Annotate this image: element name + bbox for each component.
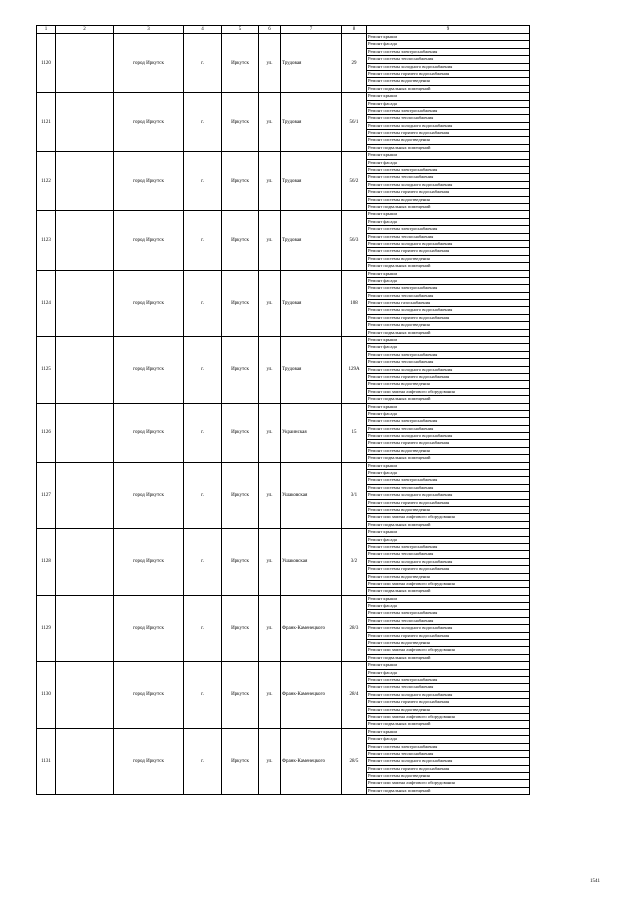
street-type: ул. (259, 529, 281, 596)
locality-type: г. (184, 595, 222, 662)
work-item: Ремонт системы электроснабжения (367, 544, 529, 551)
work-item: Ремонт крыши (367, 337, 529, 344)
works-list (367, 270, 530, 337)
work-item: Ремонт системы водоотведения (367, 640, 529, 647)
work-item: Ремонт или замена лифтового оборудования (367, 581, 529, 588)
street-name: Трудовая (281, 337, 342, 404)
work-item: Ремонт системы холодного водоснабжения (367, 182, 529, 189)
row-number: 1120 (37, 34, 56, 93)
street-type: ул. (259, 152, 281, 211)
street-type: ул. (259, 595, 281, 662)
work-item: Ремонт крыши (367, 463, 529, 470)
work-item: Ремонт крыши (367, 729, 529, 736)
work-item: Ремонт подвальных помещений (368, 85, 431, 91)
work-item: Ремонт системы теплоснабжения (367, 293, 529, 300)
empty-cell (56, 403, 114, 462)
work-item: Ремонт системы теплоснабжения (367, 551, 529, 558)
house-number: 29 (342, 34, 367, 93)
work-item: Ремонт системы холодного водоснабжения (367, 307, 529, 314)
row-number: 1123 (37, 211, 56, 270)
table-row (37, 337, 530, 404)
locality: Иркутск (222, 34, 259, 93)
work-item: Ремонт системы горячего водоснабжения (367, 633, 529, 640)
work-item: Ремонт подвальных помещений (368, 396, 431, 402)
work-item: Ремонт системы горячего водоснабжения (367, 315, 529, 322)
empty-cell (56, 152, 114, 211)
work-item: Ремонт или замена лифтового оборудования (367, 780, 529, 787)
empty-cell (56, 462, 114, 529)
house-number: 56/2 (342, 152, 367, 211)
work-item: Ремонт системы горячего водоснабжения (367, 71, 529, 78)
header-cell: 7 (281, 26, 342, 34)
work-item: Ремонт фасада (367, 160, 529, 167)
work-item: Ремонт подвальных помещений (368, 329, 431, 335)
work-item: Ремонт системы теплоснабжения (367, 485, 529, 492)
work-item: Ремонт фасада (367, 670, 529, 677)
work-item: Ремонт фасада (367, 278, 529, 285)
work-item: Ремонт системы горячего водоснабжения (367, 189, 529, 196)
work-item: Ремонт системы водоотведения (367, 78, 529, 85)
work-item: Ремонт фасада (367, 344, 529, 351)
work-item: Ремонт системы водоотведения (367, 707, 529, 714)
works-list (367, 93, 530, 152)
street-type: ул. (259, 403, 281, 462)
municipality: город Иркутск (114, 595, 184, 662)
table-row (37, 270, 530, 337)
house-number: 56/3 (342, 211, 367, 270)
locality-type: г. (184, 529, 222, 596)
locality: Иркутск (222, 529, 259, 596)
street-type: ул. (259, 662, 281, 729)
work-item: Ремонт крыши (367, 152, 529, 159)
work-item: Ремонт крыши (367, 662, 529, 669)
work-item: Ремонт системы теплоснабжения (367, 234, 529, 241)
work-item: Ремонт системы горячего водоснабжения (367, 374, 529, 381)
works-list (367, 662, 530, 729)
street-name: Трудовая (281, 152, 342, 211)
work-item: Ремонт фасада (367, 470, 529, 477)
locality-type: г. (184, 403, 222, 462)
empty-cell (56, 529, 114, 596)
work-item: Ремонт системы электроснабжения (367, 744, 529, 751)
street-name: Трудовая (281, 270, 342, 337)
empty-cell (56, 93, 114, 152)
row-number: 1128 (37, 529, 56, 596)
works-list (367, 211, 530, 270)
municipality: город Иркутск (114, 403, 184, 462)
locality-type: г. (184, 93, 222, 152)
row-number: 1130 (37, 662, 56, 729)
street-name: Ушаковская (281, 529, 342, 596)
page-number: 1541 (590, 879, 600, 884)
municipality: город Иркутск (114, 211, 184, 270)
header-cell: 6 (259, 26, 281, 34)
works-list (367, 34, 530, 93)
table-row (37, 34, 530, 93)
work-item: Ремонт системы горячего водоснабжения (367, 766, 529, 773)
work-item: Ремонт системы водоотведения (367, 448, 529, 455)
work-item: Ремонт системы холодного водоснабжения (367, 559, 529, 566)
work-item: Ремонт подвальных помещений (368, 588, 431, 594)
locality: Иркутск (222, 152, 259, 211)
works-list (367, 337, 530, 404)
header-cell: 2 (56, 26, 114, 34)
table-row (37, 662, 530, 729)
header-cell: 3 (114, 26, 184, 34)
work-item: Ремонт системы холодного водоснабжения (367, 64, 529, 71)
street-name: Франк-Каменецкого (281, 728, 342, 795)
work-item: Ремонт подвальных помещений (368, 455, 431, 461)
work-item: Ремонт системы электроснабжения (367, 167, 529, 174)
locality-type: г. (184, 462, 222, 529)
house-number: 108 (342, 270, 367, 337)
work-item: Ремонт системы водоотведения (367, 773, 529, 780)
work-item: Ремонт системы электроснабжения (367, 108, 529, 115)
row-number: 1125 (37, 337, 56, 404)
work-item: Ремонт фасада (367, 736, 529, 743)
municipality: город Иркутск (114, 93, 184, 152)
empty-cell (56, 211, 114, 270)
row-number: 1122 (37, 152, 56, 211)
header-cell: 8 (342, 26, 367, 34)
work-item: Ремонт системы электроснабжения (367, 352, 529, 359)
row-number: 1121 (37, 93, 56, 152)
street-name: Трудовая (281, 34, 342, 93)
works-list (367, 403, 530, 462)
work-item: Ремонт крыши (367, 271, 529, 278)
work-item: Ремонт крыши (367, 404, 529, 411)
street-name: Франк-Каменецкого (281, 662, 342, 729)
locality-type: г. (184, 152, 222, 211)
empty-cell (56, 270, 114, 337)
work-item: Ремонт системы горячего водоснабжения (367, 130, 529, 137)
house-number: 28/3 (342, 595, 367, 662)
work-item: Ремонт системы горячего водоснабжения (367, 699, 529, 706)
house-number: 56/1 (342, 93, 367, 152)
row-number: 1124 (37, 270, 56, 337)
work-item: Ремонт фасада (367, 411, 529, 418)
municipality: город Иркутск (114, 34, 184, 93)
house-number: 28/5 (342, 728, 367, 795)
work-item: Ремонт или замена лифтового оборудования (367, 647, 529, 654)
work-item: Ремонт системы холодного водоснабжения (367, 123, 529, 130)
table-row (37, 152, 530, 211)
work-item: Ремонт крыши (367, 93, 529, 100)
work-item: Ремонт системы теплоснабжения (367, 684, 529, 691)
work-item: Ремонт подвальных помещений (368, 721, 431, 727)
table-row (37, 93, 530, 152)
municipality: город Иркутск (114, 462, 184, 529)
locality-type: г. (184, 728, 222, 795)
house-number: 3/1 (342, 462, 367, 529)
work-item: Ремонт системы водоотведения (367, 137, 529, 144)
municipality: город Иркутск (114, 728, 184, 795)
works-list (367, 462, 530, 529)
empty-cell (56, 662, 114, 729)
work-item: Ремонт системы водоотведения (367, 197, 529, 204)
locality: Иркутск (222, 595, 259, 662)
work-item: Ремонт крыши (367, 529, 529, 536)
work-item: Ремонт системы электроснабжения (367, 677, 529, 684)
work-item: Ремонт системы теплоснабжения (367, 115, 529, 122)
work-item: Ремонт или замена лифтового оборудования (367, 714, 529, 721)
work-item: Ремонт системы водоотведения (367, 574, 529, 581)
house-number: 3/2 (342, 529, 367, 596)
street-type: ул. (259, 270, 281, 337)
table-row (37, 462, 530, 529)
street-type: ул. (259, 93, 281, 152)
work-item: Ремонт системы холодного водоснабжения (367, 433, 529, 440)
locality: Иркутск (222, 211, 259, 270)
street-type: ул. (259, 211, 281, 270)
work-item: Ремонт системы водоотведения (367, 256, 529, 263)
work-item: Ремонт системы горячего водоснабжения (367, 440, 529, 447)
row-number: 1131 (37, 728, 56, 795)
work-item: Ремонт системы электроснабжения (367, 285, 529, 292)
house-number: 129А (342, 337, 367, 404)
work-item: Ремонт системы теплоснабжения (367, 618, 529, 625)
work-item: Ремонт подвальных помещений (368, 787, 431, 793)
locality: Иркутск (222, 93, 259, 152)
work-item: Ремонт фасада (367, 41, 529, 48)
locality-type: г. (184, 270, 222, 337)
table-row (37, 211, 530, 270)
table-row (37, 595, 530, 662)
table-row (37, 403, 530, 462)
work-item: Ремонт системы холодного водоснабжения (367, 625, 529, 632)
work-item: Ремонт крыши (367, 596, 529, 603)
locality: Иркутск (222, 403, 259, 462)
street-name: Украинская (281, 403, 342, 462)
house-number: 28/4 (342, 662, 367, 729)
work-item: Ремонт системы горячего водоснабжения (367, 500, 529, 507)
work-item: Ремонт системы теплоснабжения (367, 56, 529, 63)
street-type: ул. (259, 34, 281, 93)
street-type: ул. (259, 462, 281, 529)
street-name: Трудовая (281, 93, 342, 152)
work-item: Ремонт системы холодного водоснабжения (367, 367, 529, 374)
work-item: Ремонт системы горячего водоснабжения (367, 248, 529, 255)
work-item: Ремонт подвальных помещений (368, 654, 431, 660)
work-item: Ремонт крыши (367, 34, 529, 41)
work-item: Ремонт крыши (367, 211, 529, 218)
empty-cell (56, 728, 114, 795)
row-number: 1126 (37, 403, 56, 462)
empty-cell (56, 595, 114, 662)
work-item: Ремонт системы холодного водоснабжения (367, 692, 529, 699)
municipality: город Иркутск (114, 662, 184, 729)
works-list (367, 728, 530, 795)
work-item: Ремонт системы холодного водоснабжения (367, 241, 529, 248)
empty-cell (56, 34, 114, 93)
header-cell: 4 (184, 26, 222, 34)
municipality: город Иркутск (114, 270, 184, 337)
work-item: Ремонт фасада (367, 101, 529, 108)
locality: Иркутск (222, 728, 259, 795)
work-item: Ремонт подвальных помещений (368, 521, 431, 527)
locality-type: г. (184, 211, 222, 270)
work-item: Ремонт системы водоотведения (367, 381, 529, 388)
municipality: город Иркутск (114, 529, 184, 596)
row-number: 1129 (37, 595, 56, 662)
header-cell: 1 (37, 26, 56, 34)
house-number: 15 (342, 403, 367, 462)
work-item: Ремонт подвальных помещений (368, 144, 431, 150)
work-item: Ремонт системы теплоснабжения (367, 751, 529, 758)
locality: Иркутск (222, 270, 259, 337)
work-item: Ремонт системы электроснабжения (367, 477, 529, 484)
work-item: Ремонт системы электроснабжения (367, 49, 529, 56)
works-list (367, 595, 530, 662)
work-item: Ремонт системы холодного водоснабжения (367, 758, 529, 765)
locality-type: г. (184, 662, 222, 729)
column-number-row (37, 26, 530, 34)
work-item: Ремонт подвальных помещений (368, 263, 431, 269)
work-item: Ремонт фасада (367, 219, 529, 226)
work-item: Ремонт системы электроснабжения (367, 418, 529, 425)
row-number: 1127 (37, 462, 56, 529)
locality: Иркутск (222, 462, 259, 529)
work-item: Ремонт подвальных помещений (368, 203, 431, 209)
empty-cell (56, 337, 114, 404)
locality: Иркутск (222, 337, 259, 404)
locality-type: г. (184, 34, 222, 93)
municipality: город Иркутск (114, 152, 184, 211)
work-item: Ремонт системы холодного водоснабжения (367, 492, 529, 499)
municipality: город Иркутск (114, 337, 184, 404)
work-item: Ремонт системы теплоснабжения (367, 174, 529, 181)
street-type: ул. (259, 728, 281, 795)
work-item: Ремонт системы теплоснабжения (367, 359, 529, 366)
header-cell: 9 (367, 26, 530, 34)
work-item: Ремонт системы электроснабжения (367, 610, 529, 617)
work-item: Ремонт системы водоотведения (367, 322, 529, 329)
work-item: Ремонт или замена лифтового оборудования (367, 514, 529, 521)
locality-type: г. (184, 337, 222, 404)
work-item: Ремонт системы теплоснабжения (367, 426, 529, 433)
work-item: Ремонт или замена лифтового оборудования (367, 389, 529, 396)
locality: Иркутск (222, 662, 259, 729)
works-list (367, 152, 530, 211)
street-name: Ушаковская (281, 462, 342, 529)
header-cell: 5 (222, 26, 259, 34)
work-item: Ремонт системы электроснабжения (367, 226, 529, 233)
work-item: Ремонт фасада (367, 603, 529, 610)
work-item: Ремонт фасада (367, 537, 529, 544)
street-type: ул. (259, 337, 281, 404)
works-list (367, 529, 530, 596)
work-item: Ремонт системы газоснабжения (367, 300, 529, 307)
table-row (37, 529, 530, 596)
work-item: Ремонт системы водоотведения (367, 507, 529, 514)
street-name: Франк-Каменецкого (281, 595, 342, 662)
repair-plan-table (36, 25, 530, 795)
table-row (37, 728, 530, 795)
work-item: Ремонт системы горячего водоснабжения (367, 566, 529, 573)
street-name: Трудовая (281, 211, 342, 270)
